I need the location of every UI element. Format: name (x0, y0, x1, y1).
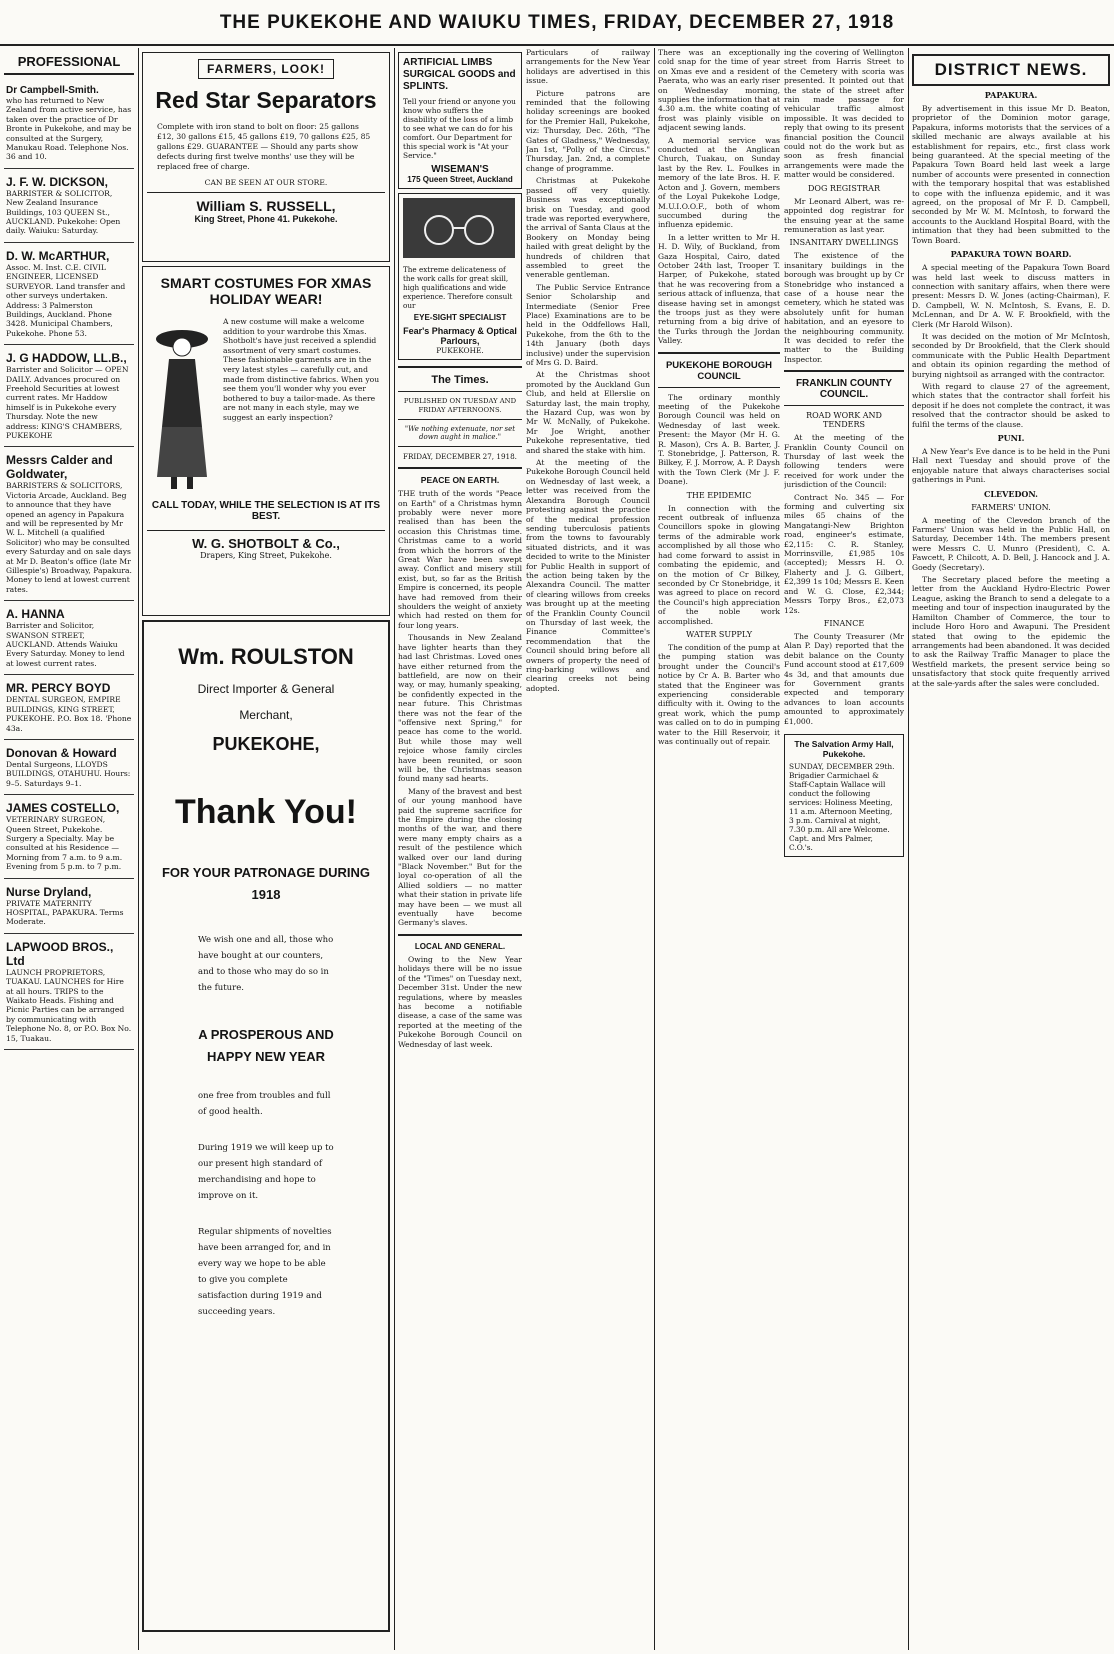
card-percy-boyd: MR. PERCY BOYD DENTAL SURGEON, EMPIRE BUILDINGS, KING STREET, PUKEKOHE. P.O. Box 18. 'Phone 43a. (4, 675, 134, 740)
advert-smart-costumes: SMART COSTUMES FOR XMAS HOLIDAY WEAR! A new costume will make a welcome addition to your wardrobe this Xmas. Shotbolt's have just received a splendid assortment of very smart costumes. These fashionable garments are in the very latest styles — carefully cut, and made from distinctive fabrics. When you see them you'll wonder why you ever bothered to buy a tailor-made. As there are not many in each style, may we suggest an early inspection? CALL TODAY, WHILE THE SELECTION IS AT ITS BEST. W. G. SHOTBOLT & Co., Drapers, King Street, Pukekohe. (142, 266, 390, 616)
advert-artificial-limbs: ARTIFICIAL LIMBS SURGICAL GOODS and SPLINTS. Tell your friend or anyone you know who suffers the disability of the loss of a limb to see what we can do for his comfort. Our Department for this special work is "At your Service." WISEMAN'S 175 Queen Street, Auckland (398, 52, 522, 189)
card-mcarthur: D. W. McARTHUR, Assoc. M. Inst. C.E. CIVIL ENGINEER, LICENSED SURVEYOR. Land transfer and other surveys undertaken. Address: 3 Palmerston Buildings, Auckland. Phone 3428. Municipal Chambers, Pukekohe. Phone 53. (4, 243, 134, 345)
news-column: There was an exceptionally cold snap for the time of year on Xmas eve and a resident of Paerata, who was an early riser on Wednesday morning, supplies the information that at 4.30 a.m. the white coating of frost was plainly visible on adjacent sewing lands. A memorial service was conducted at the Anglican Church, Tuakau, on Sunday last by the Rev. L. Foulkes in memory of the late Bros. H. F. Acton and J. Govern, members of the Loyal Pukekohe Lodge, M.U.I.O.O.F., both of whom succumbed during the influenza epidemic. In a letter written to Mr H. H. D. Wily, of Buckland, from Gaza Hospital, Cairo, dated October 24th last, Trooper T. Harper, of Pukekohe, stated that he was recovering from a serious attack of influenza, that disease having set in amongst the troops just as they were returning from a big drive of the Turks through the Jordan Valley. PUKEKOHE BOROUGH COUNCIL The ordinary monthly meeting of the Pukekohe Borough Council was held on Wednesday of last week. Present: the Mayor (Mr H. G. R. Mason), Crs A. B. Barter, J. T. Stonebridge, J. Patterson, R. Bilkey, F. J. Morrow, A. P. Daysh with the Town Clerk (Mr J. F. Doane). THE EPIDEMIC In connection with the recent outbreak of influenza Councillors spoke in glowing terms of the admirable work accomplished by all those who had come forward to assist in combating the epidemic, and on the motion of Cr Bilkey, seconded by Cr Stonebridge, it was agreed to place on record the Council's high appreciation of the noble work accomplished. WATER SUPPLY The condition of the pump at the pumping station was brought under the Council's notice by Cr A. B. Barter who stated that the Engineer was experiencing considerable difficulty with it. Owing to the great work, which the pump was called on to do in pumping water to the Hill Reservoir, it was continually out of repair. (658, 48, 780, 746)
card-calder-goldwater: Messrs Calder and Goldwater, BARRISTERS & SOLICITORS, Victoria Arcade, Auckland. Beg to announce that they have opened an agency in Papakura and will be represented by Mr W. L. Mitchell (a qualified Solicitor) who may be consulted every Saturday and on sale days at Mr D. Beaton's office (late Mr Gillespie's) Broadway, Papakura. Money to lend at lowest current rates. (4, 447, 134, 601)
advert-headline: Thank You! (175, 793, 357, 831)
column-rule (138, 48, 139, 1650)
masthead-the-times: The Times. (431, 374, 489, 386)
professional-column (4, 48, 134, 1650)
section-heading-professional: PROFESSIONAL (4, 54, 134, 75)
headline-local-and-general: LOCAL AND GENERAL. (414, 941, 506, 951)
spectacles-illustration (403, 198, 515, 258)
advert-red-star: FARMERS, LOOK! Red Star Separators Complete with iron stand to bolt on floor: 25 gallons £12, 30 gallons £15, 45 gallons £19, 70 gallons £25, 85 gallons £29. GUARANTEE — Should any parts show defects during first twelve months' use they will be replaced free of charge. CAN BE SEEN AT OUR STORE. William S. RUSSELL, King Street, Phone 41. Pukekohe. (142, 52, 390, 262)
card-donovan-howard: Donovan & Howard Dental Surgeons, LLOYDS BUILDINGS, OTAHUHU. Hours: 9–5. Saturdays 9–1. (4, 740, 134, 795)
headline-peace-on-earth: PEACE ON EARTH. (420, 475, 500, 486)
card-hanna: A. HANNA Barrister and Solicitor, SWANSON STREET, AUCKLAND. Attends Waiuku Every Saturday. Money to lend at lowest current rates. (4, 601, 134, 675)
page-title: THE PUKEKOHE AND WAIUKU TIMES, FRIDAY, DECEMBER 27, 1918 (219, 12, 895, 33)
headline-franklin-county-council: FRANKLIN COUNTY COUNCIL. (795, 378, 893, 401)
district-news-column: DISTRICT NEWS. PAPAKURA. By advertisement in this issue Mr D. Beaton, proprietor of the Dominion motor garage, Papakura, informs motorists that the services of a skilled mechanic are always available at his establishment for repairs, etc., first class work being guaranteed. At the special meeting of the Papakura Town Board held last week a large number of accounts were presented in connection with the temporary hospital that was established to cope with the influenza epidemic, and it was agreed, on the proposal of Mr F. D. Campbell, seconded by Mr W. M. McIntosh, to forward the accounts to the Auckland Hospital Board, with the intimation that they had been submitted to the Town Board. PAPAKURA TOWN BOARD. A special meeting of the Papakura Town Board was held last week to discuss matters in connection with sanitary affairs, when there were present: Messrs D. W. Jones (acting-Chairman), F. D. Campbell, W. N. McIntosh, S. Evans, E. D. McLennan, and Dr A. W. F. Brookfield, with the Clerk (Mr Harold Wilson). It was decided on the motion of Mr McIntosh, seconded by Dr Brookfield, that the Clerk should communicate with the Public Health Department and obtain its opinion regarding the method of burying nightsoil as arranged with the contractor. With regard to clause 27 of the agreement, which states that the contractor shall forfeit his deposit if he does not complete the contract, it was resolved that the contractor should be asked to fulfil the terms of the clause. PUNI. A New Year's Eve dance is to be held in the Puni Hall next Tuesday and should prove of the enjoyable nature that always characterises social gatherings in Puni. CLEVEDON. FARMERS' UNION. A meeting of the Clevedon branch of the Farmers' Union was held in the Public Hall, on Saturday, December 14th. The members present were Messrs C. U. Munro (President), C. A. Fawcett, P. Chilcott, A. D. Bell, J. Hancock and J. A. Goedy (Secretary). The Secretary placed before the meeting a letter from the Auckland Hydro-Electric Power League, asking the Branch to send a delegate to a meeting and tour of inspection inaugurated by the Hamilton Chamber of Commerce, the tour to include Horo Horo and Awapuni. The President stated that owing to the epidemic the arrangements had been abandoned. It was decided to ask the Railway Traffic Manager to place the Westfield markets, the present service being so unsatisfactory that stock quite frequently arrived at the sale-yards after the sales were concluded. (912, 48, 1110, 1650)
card-campbell-smith: Dr Campbell-Smith. who has returned to New Zealand from active service, has taken over the practice of Dr Bronte in Pukekohe, and may be consulted at the Surgery, Manukau Road. Telephone Nos. 36 and 10. (4, 79, 134, 169)
advert-spectacles: The extreme delicateness of the work calls for great skill, high qualifications and wide experience. Therefore consult our EYE-SIGHT SPECIALIST Fear's Pharmacy & Optical Parlours, PUKEKOHE. (398, 193, 522, 360)
news-column: Particulars of railway arrangements for the New Year holidays are advertised in this issue. Picture patrons are reminded that the following holiday screenings are booked for the Premier Hall, Pukekohe, viz: Thursday, Dec. 26th, "The Gates of Gladness," Wednesday, Jan 1st, "Polly of the Circus." Thursday, Jan. 2nd, a complete change of programme. Christmas at Pukekohe passed off very quietly. Business was exceptionally brisk on Tuesday, and good trade was reported everywhere, the arrival of Santa Claus at the Bookery on Monday being hailed with great delight by the hundreds of children that assembled to greet the venerable gentleman. The Public Service Entrance Senior Scholarship and Intermediate (Senior Free Place) Examinations are to be held in the Oddfellows Hall, Pukekohe, from the 6th to the 14th January (both days inclusive) under the supervision of Mrs G. D. Baird. At the Christmas shoot promoted by the Auckland Gun Club, and held at Ellerslie on Saturday last, the main trophy, the Hazard Cup, was won by Mr W. McNally, of Pukekohe. Mr Joe Wright, another Pukekohe representative, tied and shared the stake with him. At the meeting of the Pukekohe Borough Council held on Wednesday of last week, a letter was received from the Alexandra Borough Council protesting against the practice of the medical profession sending tuberculosis patients from the towns to favourably situated districts, and it was decided to write to the Minister for Public Health in support of the action being taken by the Alexandra Council. The matter of clearing willows from creeks was brought up at the meeting of the Franklin County Council on Thursday of last week, the Finance Committee's recommendation that the Council should bring before all owners of property the need of ring-barking willows and clearing creeks not being adopted. (526, 48, 650, 693)
advert-column (142, 48, 390, 1650)
advert-roulston: Wm. ROULSTON Direct Importer & General Merchant, PUKEKOHE, Thank You! FOR YOUR PATRONAGE DURING 1918 We wish one and all, those who have bought at our counters, and to those who may do so in the future. A PROSPEROUS AND HAPPY NEW YEAR one free from troubles and full of good health. During 1919 we will keep up to our present high standard of merchandising and hope to improve on it. Regular shipments of novelties have been arranged for, and in every way we hope to be able to give you complete satisfaction during 1919 and succeeding years. (142, 620, 390, 1632)
news-column: ing the covering of Wellington street from Harris Street to the Cemetery with scoria was presented. It pointed out that the state of the street after rain made passage for vehicular traffic almost impossible. It was decided to reply that owing to its present financial position the Council could not do the work but as soon as fresh financial arrangements were made the matter would be considered. DOG REGISTRAR Mr Leonard Albert, was re-appointed dog registrar for the ensuing year at the same remuneration as last year. INSANITARY DWELLINGS The existence of the insanitary buildings in the borough was brought up by Cr Stonebridge who instanced a case of a house near the cemetery, which he stated was absolutely unfit for human habitation, and an eyesore to the neighbouring community. It was decided to refer the matter to the Building Inspector. FRANKLIN COUNTY COUNCIL. ROAD WORK AND TENDERS At the meeting of the Franklin County Council on Thursday of last week the following tenders were received for work under the jurisdiction of the Council: Contract No. 345 — For forming and culverting six miles 65 chains of the Mangatangi-New Brighton road, engineer's estimate, £2,115: C. R. Stanley, Morrinsville, £1,985 10s (accepted); Messrs H. O. Flaherty and J. G. Gilbert, £2,399 1s 10d; Messrs E. Keen and W. G. Close, £2,344; Messrs Torpy Bros., £2,073 12s. FINANCE The County Treasurer (Mr Alan P. Day) reported that the debit balance on the County Fund account stood at £17,609 4s 3d, and that amounts due for Government grants expected and temporary advances to loan accounts amounted to approximately £1,000. The Salvation Army Hall, Pukekohe. SUNDAY, DECEMBER 29th. Brigadier Carmichael & Staff-Captain Wallace will conduct the following services: Holiness Meeting, 11 a.m. Afternoon Meeting, 3 p.m. Carnival at night, 7.30 p.m. All are Welcome. Capt. and Mrs Palmer, C.O.'s. (784, 48, 904, 1650)
card-dickson: J. F. W. DICKSON, BARRISTER & SOLICITOR, New Zealand Insurance Buildings, 103 QUEEN St., AUCKLAND. Pukekohe: Open daily. Waiuku: Saturday. (4, 169, 134, 243)
headline-pukekohe-borough-council: PUKEKOHE BOROUGH COUNCIL (665, 359, 773, 382)
column-rule (394, 48, 395, 1650)
card-costello: JAMES COSTELLO, VETERINARY SURGEON, Queen Street, Pukekohe. Surgery a Specialty. May be consulted at his Residence — Morning from 7 a.m. to 9 a.m. Evening from 5 p.m. to 7 p.m. (4, 795, 134, 878)
masthead (0, 0, 1114, 46)
card-haddow: J. G HADDOW, LL.B., Barrister and Solicitor — OPEN DAILY. Advances procured on Freehold Securities at lowest current rates. Mr Haddow himself is in Pukekohe every Thursday. Note the new address: KING'S CHAMBERS, PUKEKOHE (4, 345, 134, 447)
notices-column: ARTIFICIAL LIMBS SURGICAL GOODS and SPLINTS. Tell your friend or anyone you know who suffers the disability of the loss of a limb to see what we can do for his comfort. Our Department for this special work is "At your Service." WISEMAN'S 175 Queen Street, Auckland The extreme delicateness of the work calls for great skill, high qualifications and wide experience. Therefore consult our EYE-SIGHT SPECIALIST Fear's Pharmacy & Optical Parlours, PUKEKOHE. The Times. PUBLISHED ON TUESDAY AND FRIDAY AFTERNOONS. "We nothing extenuate, nor set down aught in malice." FRIDAY, DECEMBER 27, 1918. PEACE ON EARTH. THE truth of the words "Peace on Earth" of a Christmas hymn probably were never more realised than has been the occasion this Christmas time. Christmas came to a world from which the horrors of the Great War have been swept away. Conflict and misery still exist, but, so far as the British Empire is concerned, its people have had removed from their shoulders the weight of anxiety which had rested on them for four long years. Thousands in New Zealand have lighter hearts than they had last Christmas. Loved ones have either returned from the battlefield, are now on their way, or may, humanly speaking, be confidently expected in the near future. This Christmas there was not the fear of the "offensive next Spring," for peace has come to the world. But while those may well rejoice whose family circles have been reunited, or soon will be, the Christmas season found many sad hearts. Many of the bravest and best of our young manhood have paid the supreme sacrifice for the Empire during the closing months of the war, and there were many empty chairs as a result of the pestilence which walked over our land during "Black November." But for the loyal co-operation of all the Allied soldiers — no matter what their station in private life may have been — we must all eventually have become Germany's slaves. LOCAL AND GENERAL. Owing to the New Year holidays there will be no issue of the "Times" on Tuesday next, December 31st. Under the new regulations, where by measles has become a notifiable disease, a case of the same was reported at the meeting of the Pukekohe Borough Council on Wednesday of last week. (398, 48, 522, 1650)
column-rule (908, 48, 909, 1650)
advert-headline: Red Star Separators (155, 87, 377, 113)
card-lapwood: LAPWOOD BROS., Ltd LAUNCH PROPRIETORS, TUAKAU. LAUNCHES for Hire at all hours. TRIPS to the Waikato Heads. Fishing and Picnic Parties can be arranged by communicating with Telephone No. 8, or P.O. Box No. 15, Tuakau. (4, 934, 134, 1050)
column-rule (654, 48, 655, 1650)
advert-salvation-army: The Salvation Army Hall, Pukekohe. SUNDAY, DECEMBER 29th. Brigadier Carmichael & Staff-Captain Wallace will conduct the following services: Holiness Meeting, 11 a.m. Afternoon Meeting, 3 p.m. Carnival at night, 7.30 p.m. All are Welcome. Capt. and Mrs Palmer, C.O.'s. (784, 734, 904, 857)
section-heading-district-news: DISTRICT NEWS. (912, 54, 1110, 86)
lady-figure-illustration (147, 317, 217, 492)
card-dryland: Nurse Dryland, PRIVATE MATERNITY HOSPITAL, PAPAKURA. Terms Moderate. (4, 879, 134, 934)
